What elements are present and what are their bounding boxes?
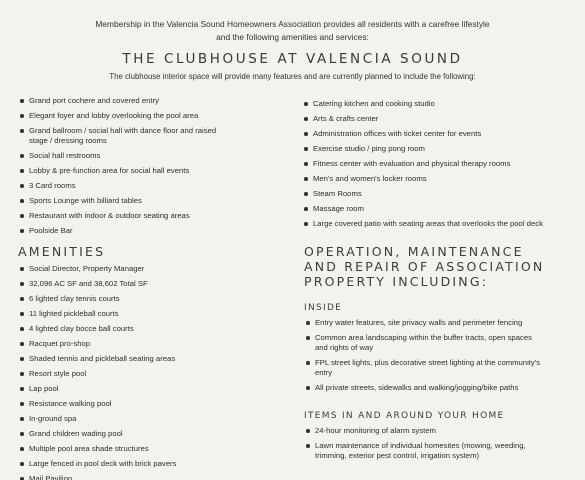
list-item: Resort style pool bbox=[20, 369, 280, 379]
list-item: Restaurant with indoor & outdoor seating areas bbox=[20, 211, 220, 221]
list-item: Social Director, Property Manager bbox=[20, 264, 280, 274]
list-item: Grand ballroom / social hall with dance floor and raised stage / dressing rooms bbox=[20, 126, 220, 146]
inside-title: INSIDE bbox=[304, 303, 343, 313]
list-item: Large covered patio with seating areas that overlooks the pool deck bbox=[304, 219, 574, 229]
clubhouse-subtitle: The clubhouse interior space will provide many features and are currently planned to include the following: bbox=[109, 72, 476, 81]
list-item: 4 lighted clay bocce ball courts bbox=[20, 324, 280, 334]
list-item: Multiple pool area shade structures bbox=[20, 444, 280, 454]
list-item: FPL street lights, plus decorative street lighting at the community's entry bbox=[306, 358, 546, 378]
list-item: Steam Rooms bbox=[304, 189, 574, 199]
list-item: Lobby & pre-function area for social hall events bbox=[20, 166, 220, 176]
list-item: Mail Pavilion bbox=[20, 474, 280, 480]
list-item: Poolside Bar bbox=[20, 226, 220, 236]
list-item: Racquet pro-shop bbox=[20, 339, 280, 349]
list-item: Lawn maintenance of individual homesites (mowing, weeding, trimming, exterior pest control, irrigation system) bbox=[306, 441, 546, 461]
clubhouse-title: THE CLUBHOUSE AT VALENCIA SOUND bbox=[122, 51, 463, 67]
list-item: All private streets, sidewalks and walking/jogging/bike paths bbox=[306, 383, 546, 393]
intro-text bbox=[0, 18, 585, 43]
operation-title bbox=[304, 244, 545, 289]
intro-line-2: and the following amenities and services: bbox=[216, 31, 369, 42]
list-item: Entry water features, site privacy walls and perimeter fencing bbox=[306, 318, 546, 328]
list-item: 3 Card rooms bbox=[20, 181, 220, 191]
clubhouse-right-list bbox=[304, 99, 574, 234]
list-item: Men's and women's locker rooms bbox=[304, 174, 574, 184]
operation-title-line-2: AND REPAIR OF ASSOCIATION bbox=[304, 259, 545, 274]
list-item: Massage room bbox=[304, 204, 574, 214]
list-item: Catering kitchen and cooking studio bbox=[304, 99, 574, 109]
list-item: 11 lighted pickleball courts bbox=[20, 309, 280, 319]
list-item: Resistance walking pool bbox=[20, 399, 280, 409]
amenities-list bbox=[20, 264, 280, 480]
list-item: 24-hour monitoring of alarm system bbox=[306, 426, 546, 436]
list-item: Shaded tennis and pickleball seating areas bbox=[20, 354, 280, 364]
home-items-list bbox=[306, 426, 546, 466]
list-item: Fitness center with evaluation and physical therapy rooms bbox=[304, 159, 574, 169]
list-item: In-ground spa bbox=[20, 414, 280, 424]
amenities-title: AMENITIES bbox=[18, 244, 106, 259]
list-item: Common area landscaping within the buffer tracts, open spaces and rights of way bbox=[306, 333, 546, 353]
clubhouse-left-list bbox=[20, 96, 220, 241]
list-item: Arts & crafts center bbox=[304, 114, 574, 124]
intro-line-1: Membership in the Valencia Sound Homeowners Association provides all residents with a carefree lifestyle bbox=[95, 19, 490, 29]
list-item: Social hall restrooms bbox=[20, 151, 220, 161]
list-item: Grand children wading pool bbox=[20, 429, 280, 439]
list-item: Grand port cochere and covered entry bbox=[20, 96, 220, 106]
list-item: Administration offices with ticket center for events bbox=[304, 129, 574, 139]
list-item: Lap pool bbox=[20, 384, 280, 394]
operation-title-line-1: OPERATION, MAINTENANCE bbox=[304, 244, 524, 259]
list-item: Sports Lounge with billiard tables bbox=[20, 196, 220, 206]
list-item: Exercise studio / ping pong room bbox=[304, 144, 574, 154]
list-item: Elegant foyer and lobby overlooking the pool area bbox=[20, 111, 220, 121]
operation-title-line-3: PROPERTY INCLUDING: bbox=[304, 274, 489, 289]
home-items-title: ITEMS IN AND AROUND YOUR HOME bbox=[304, 411, 505, 421]
inside-list bbox=[306, 318, 546, 398]
list-item: 6 lighted clay tennis courts bbox=[20, 294, 280, 304]
list-item: Large fenced in pool deck with brick pavers bbox=[20, 459, 280, 469]
list-item: 32,096 AC SF and 38,602 Total SF bbox=[20, 279, 280, 289]
